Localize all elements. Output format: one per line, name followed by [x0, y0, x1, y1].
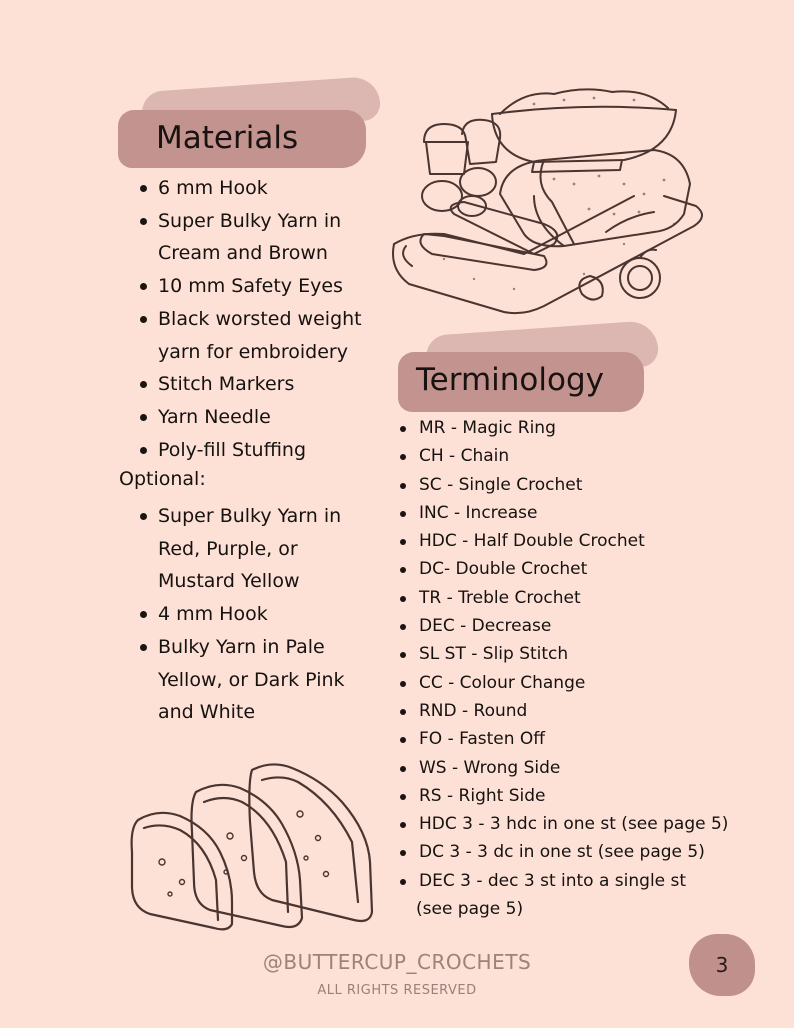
terminology-list-item: DC- Double Crochet: [398, 555, 778, 583]
terminology-heading: Terminology: [416, 362, 604, 398]
terminology-list-item: HDC 3 - 3 hdc in one st (see page 5): [398, 810, 778, 838]
terminology-list-item: CH - Chain: [398, 442, 778, 470]
optional-list-item: Bulky Yarn in Pale Yellow, or Dark Pink and White: [120, 631, 380, 729]
terminology-list-item: MR - Magic Ring: [398, 414, 778, 442]
footer-handle: @BUTTERCUP_CROCHETS: [262, 950, 532, 974]
materials-list: [120, 172, 380, 466]
materials-list-item: Black worsted weight yarn for embroidery: [120, 303, 380, 368]
optional-list-item: Super Bulky Yarn in Red, Purple, or Mustard Yellow: [120, 500, 380, 598]
terminology-list-item: RS - Right Side: [398, 782, 778, 810]
terminology-heading-badge: [396, 322, 666, 414]
footer-rights: ALL RIGHTS RESERVED: [317, 983, 477, 998]
terminology-list-item: RND - Round: [398, 697, 778, 725]
bread-slices-illustration: [122, 762, 382, 932]
terminology-list-item: SC - Single Crochet: [398, 471, 778, 499]
optional-label: Optional:: [119, 468, 206, 490]
page-number: 3: [715, 953, 729, 977]
terminology-list: [398, 414, 778, 923]
terminology-list-item: DC 3 - 3 dc in one st (see page 5): [398, 838, 778, 866]
terminology-list-item: DEC 3 - dec 3 st into a single st: [398, 867, 778, 895]
materials-heading-badge: [118, 80, 388, 170]
terminology-list-item: HDC - Half Double Crochet: [398, 527, 778, 555]
terminology-list-item: SL ST - Slip Stitch: [398, 640, 778, 668]
optional-materials-list: [120, 500, 380, 729]
terminology-list-item: INC - Increase: [398, 499, 778, 527]
page-number-badge: [689, 934, 755, 996]
materials-list-item: Stitch Markers: [120, 368, 380, 401]
materials-list-item: Poly-fill Stuffing: [120, 434, 380, 467]
terminology-item-continuation: (see page 5): [416, 899, 524, 920]
optional-list-item: 4 mm Hook: [120, 598, 380, 631]
terminology-list-item: DEC - Decrease: [398, 612, 778, 640]
materials-list-item: Super Bulky Yarn in Cream and Brown: [120, 205, 380, 270]
bread-loaf-board-illustration: [384, 84, 714, 324]
materials-list-item: 6 mm Hook: [120, 172, 380, 205]
terminology-list-item: WS - Wrong Side: [398, 754, 778, 782]
materials-list-item: Yarn Needle: [120, 401, 380, 434]
terminology-list-item: FO - Fasten Off: [398, 725, 778, 753]
terminology-list-item: CC - Colour Change: [398, 669, 778, 697]
materials-list-item: 10 mm Safety Eyes: [120, 270, 380, 303]
terminology-list-item: TR - Treble Crochet: [398, 584, 778, 612]
materials-heading: Materials: [156, 120, 299, 156]
